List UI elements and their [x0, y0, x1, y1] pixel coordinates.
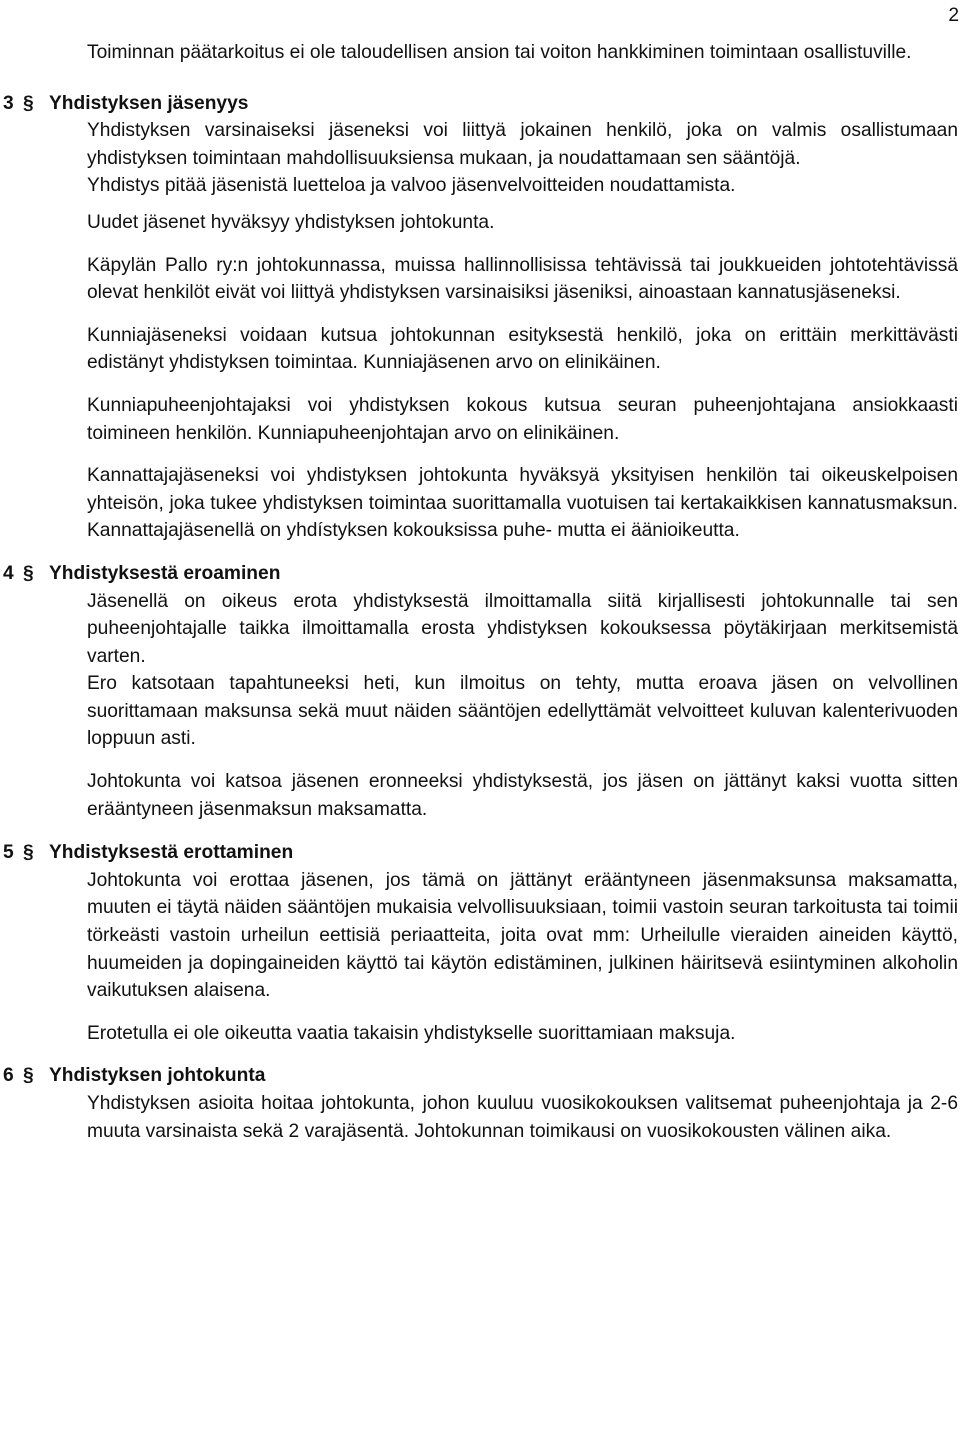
section-paragraph: Kannattajajäseneksi voi yhdistyksen johtokunta hyväksyä yksityisen henkilön tai oikeuskelpoisen yhteisön, joka tukee yhdistyksen toimintaa suorittamalla vuotuisen tai kertakaikkisen kannatusmaksun. Kannattajajäsenellä on yhdístyksen kokouksissa puhe- mutta ei äänioikeutta. [87, 465, 958, 542]
section-paragraph: Yhdistys pitää jäsenistä luetteloa ja valvoo jäsenvelvoitteiden noudattamista. [87, 175, 736, 197]
section-sign: § [23, 842, 34, 864]
section-sign: § [23, 562, 34, 584]
section-paragraph: Johtokunta voi katsoa jäsenen eronneeksi yhdistyksestä, jos jäsen on jättänyt kaksi vuotta sitten erääntyneen jäsenmaksun maksamatta. [87, 771, 958, 820]
section-heading [0, 839, 960, 867]
section-sign: § [23, 92, 34, 114]
section-paragraph: Käpylän Pallo ry:n johtokunnassa, muissa hallinnollisissa tehtävissä tai joukkueiden johtotehtävissä olevat henkilöt eivät voi liittyä yhdistyksen varsinaisiksi jäseniksi, ainoastaan kannatusjäseneksi. [87, 254, 958, 304]
section-paragraph: Johtokunta voi erottaa jäsenen, jos tämä on jättänyt erääntyneen jäsenmaksunsa maksamatta, muuten ei täytä näiden sääntöjen mukaisia velvollisuuksiaan, toimii vastoin seuran tarkoitusta tai toimii törkeästi vastoin urheilun eettisiä periaatteita, joita ovat mm: Urheilulle vieraiden aineiden käyttö, huumeiden ja dopingaineiden käyttö tai käytön edistäminen, julkinen häiritsevä esiintyminen alkoholin vaikutuksen alaisena. [87, 869, 958, 1002]
section-board [0, 1062, 960, 1145]
section-heading [0, 560, 960, 588]
section-paragraph: Kunniapuheenjohtajaksi voi yhdistyksen kokous kutsua seuran puheenjohtajana ansiokkaasti toimineen henkilön. Kunniapuheenjohtajan arvo on elinikäinen. [87, 394, 958, 444]
page-number: 2 [948, 5, 959, 26]
section-expulsion [0, 839, 960, 1047]
section-number: 3 [3, 92, 14, 114]
section-paragraph: Yhdistyksen asioita hoitaa johtokunta, johon kuuluu vuosikokouksen valitsemat puheenjohtaja ja 2-6 muuta varsinaista sekä 2 varajäsentä. Johtokunnan toimikausi on vuosikokousten välinen aika. [87, 1093, 958, 1142]
section-sign: § [23, 1065, 34, 1087]
section-number: 4 [3, 562, 14, 584]
section-title: Yhdistyksestä erottaminen [49, 842, 294, 864]
section-membership [0, 90, 960, 545]
section-resignation [0, 560, 960, 823]
section-paragraph: Uudet jäsenet hyväksyy yhdistyksen johtokunta. [87, 211, 495, 233]
section-title: Yhdistyksestä eroaminen [49, 562, 281, 584]
section-title: Yhdistyksen johtokunta [49, 1065, 266, 1087]
section-paragraph: Erotetulla ei ole oikeutta vaatia takaisin yhdistykselle suorittamiaan maksuja. [87, 1022, 736, 1044]
section-paragraph: Jäsenellä on oikeus erota yhdistyksestä ilmoittamalla siitä kirjallisesti johtokunnalle tai sen puheenjohtajalle taikka ilmoittamalla erosta yhdistyksen kokouksessa pöytäkirjaan merkitsemistä varten. [87, 590, 958, 667]
section-paragraph: Ero katsotaan tapahtuneeksi heti, kun ilmoitus on tehty, mutta eroava jäsen on velvollinen suorittamaan maksunsa sekä muut näiden sääntöjen edellyttämät velvoitteet kuluvan kalenterivuoden loppuun asti. [87, 673, 958, 750]
section-heading [0, 1062, 960, 1090]
section-number: 5 [3, 842, 14, 864]
section-title: Yhdistyksen jäsenyys [49, 92, 249, 114]
section-number: 6 [3, 1065, 14, 1087]
intro-paragraph: Toiminnan päätarkoitus ei ole taloudellisen ansion tai voiton hankkiminen toimintaan osallistuville. [87, 42, 912, 63]
section-heading [0, 90, 960, 118]
section-paragraph: Yhdistyksen varsinaiseksi jäseneksi voi liittyä jokainen henkilö, joka on valmis osallistumaan yhdistyksen toimintaan mahdollisuuksiensa mukaan, ja noudattamaan sen sääntöjä. [87, 120, 958, 169]
document-body [0, 39, 960, 1145]
section-paragraph: Kunniajäseneksi voidaan kutsua johtokunnan esityksestä henkilö, joka on erittäin merkittävästi edistänyt yhdistyksen toimintaa. Kunniajäsenen arvo on elinikäinen. [87, 324, 958, 374]
